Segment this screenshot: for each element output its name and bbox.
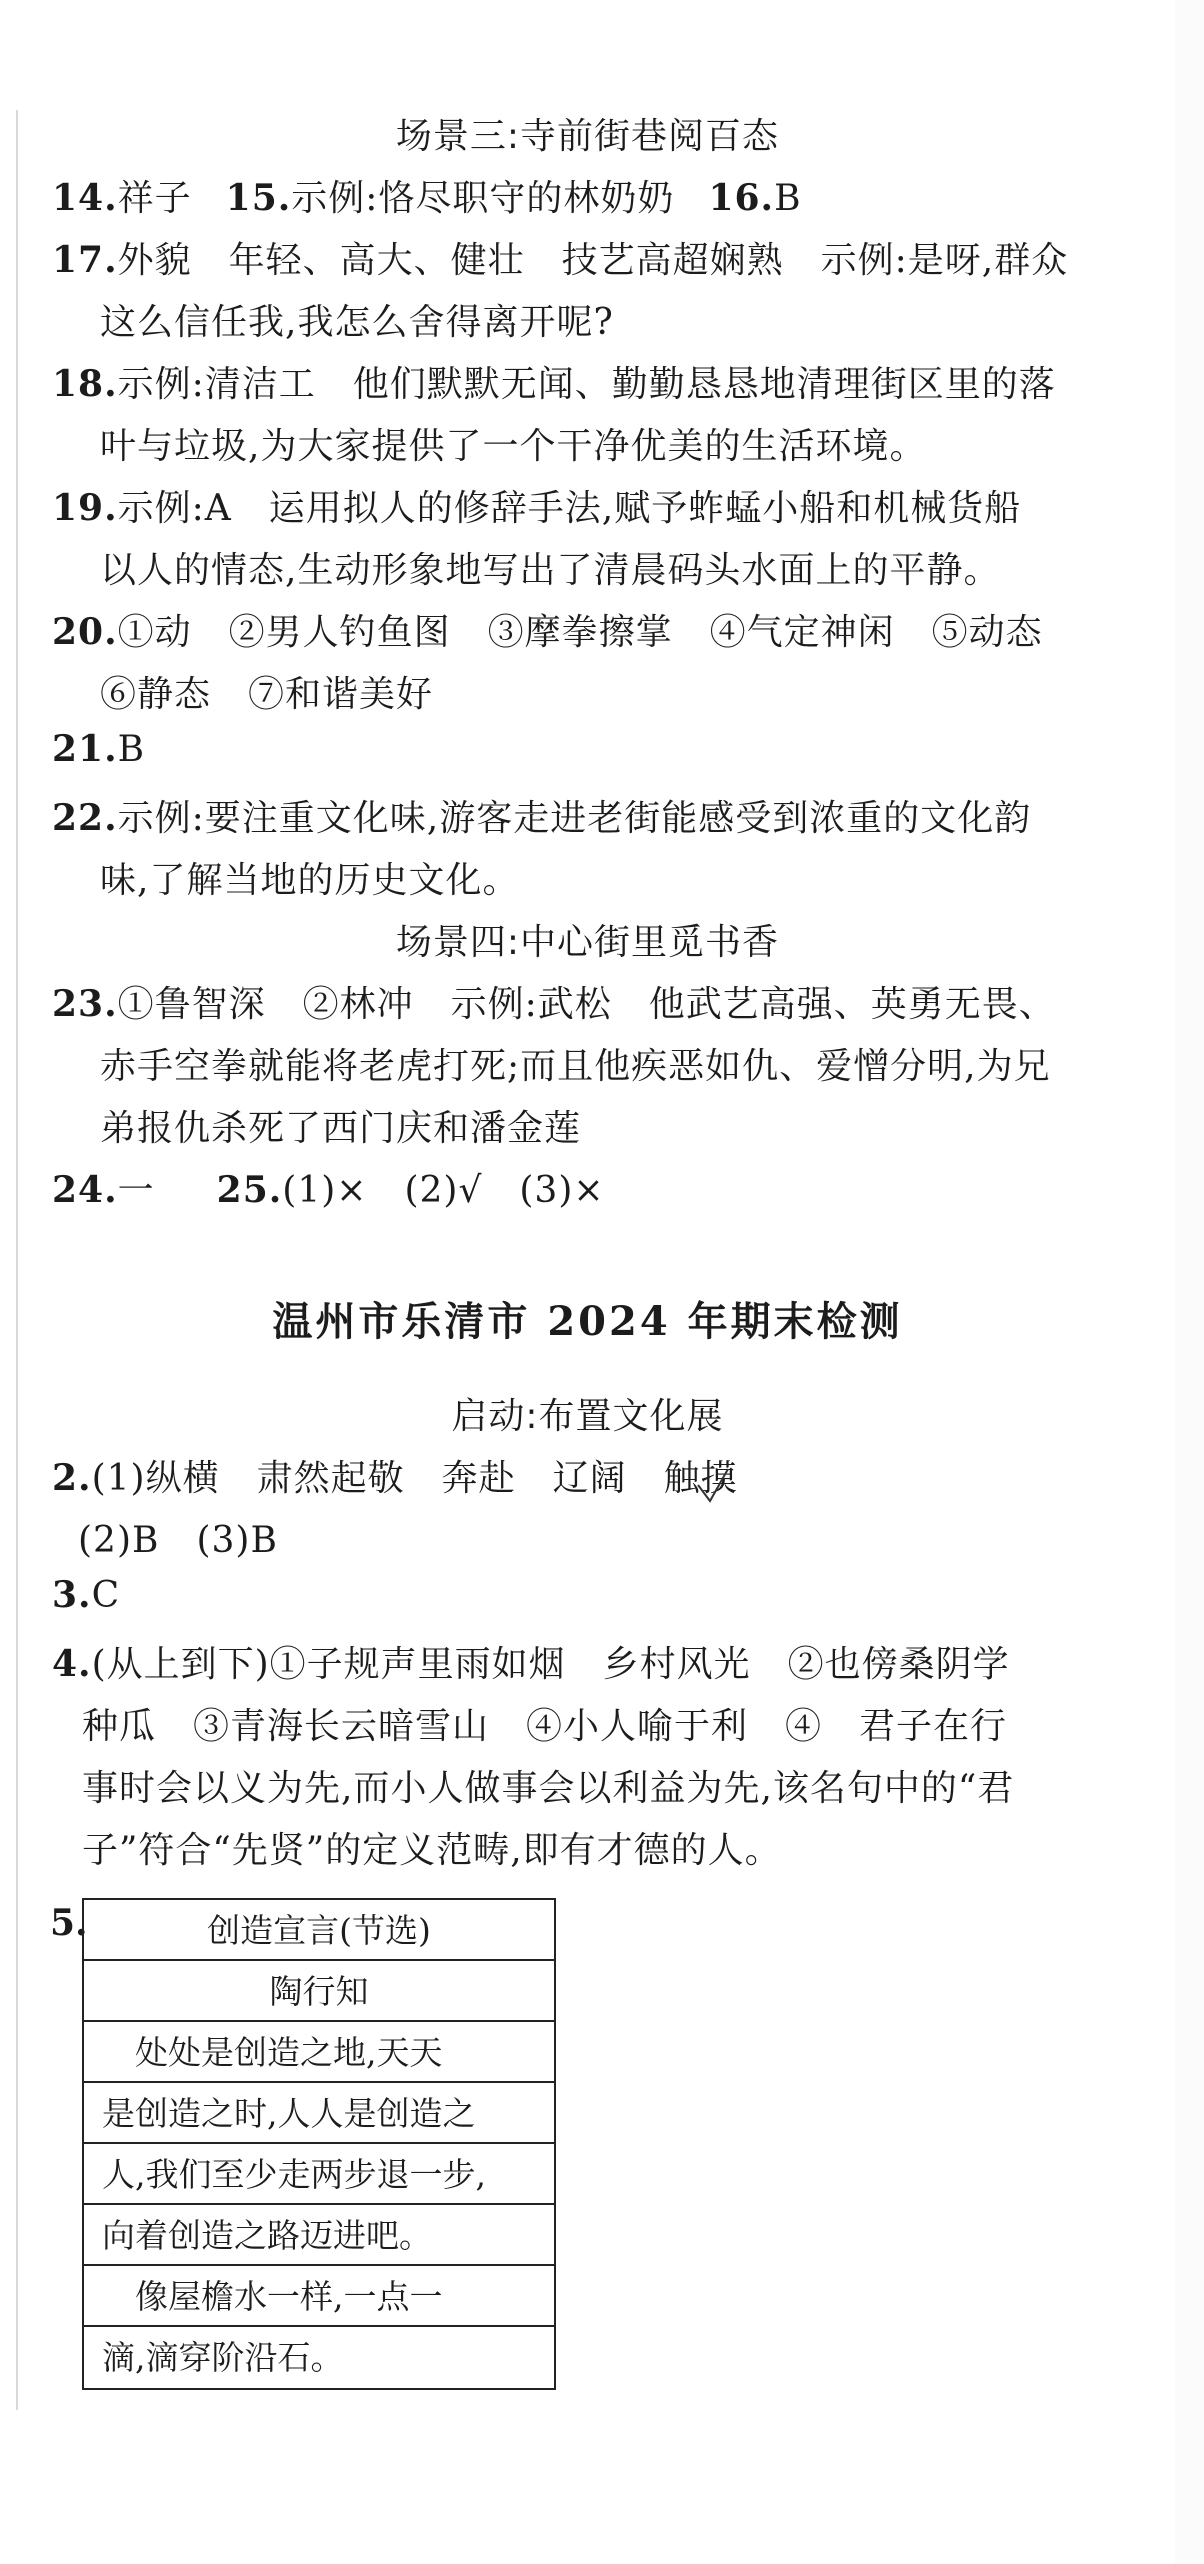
exam-heading: 启动:布置文化展: [451, 1396, 724, 1437]
scene4-heading: 场景四:中心街里觅书香: [395, 922, 780, 963]
answer-2-line1: 2.(1)纵横 肃然起敬 奔赴 辽阔 触摸: [52, 1457, 738, 1499]
answer-19-line2: 以人的情态,生动形象地写出了清晨码头水面上的平静。: [100, 550, 1001, 591]
answer-20-line1: 20.①动 ②男人钓鱼图 ③摩拳擦掌 ④气定神闲 ⑤动态: [52, 611, 1043, 653]
table-row: 像屋檐水一样,一点一: [84, 2266, 554, 2327]
table-row: 是创造之时,人人是创造之: [84, 2083, 554, 2144]
table-row: 人,我们至少走两步退一步,: [84, 2144, 554, 2205]
scene3-heading: 场景三:寺前街巷阅百态: [395, 116, 780, 157]
answer-17-line1: 17.外貌 年轻、高大、健壮 技艺高超娴熟 示例:是呀,群众: [52, 239, 1069, 281]
answer-23-line2: 赤手空拳就能将老虎打死;而且他疾恶如仇、爱憎分明,为兄: [100, 1046, 1051, 1087]
answer-19-line1: 19.示例:A 运用拟人的修辞手法,赋予蚱蜢小船和机械货船: [52, 487, 1022, 529]
answer-20-line2: ⑥静态 ⑦和谐美好: [100, 674, 434, 715]
answer-4-line2: 种瓜 ③青海长云暗雪山 ④小人喻于利 ④ 君子在行: [82, 1706, 1008, 1747]
answer-4-line3: 事时会以义为先,而小人做事会以利益为先,该名句中的“君: [82, 1768, 1015, 1809]
answer-2-line2: (2)B (3)B: [78, 1520, 278, 1561]
answer-14-16: 14.祥子 15.示例:恪尽职守的林奶奶 16.B: [52, 177, 802, 219]
table-row: 向着创造之路迈进吧。: [84, 2205, 554, 2266]
answer-3: 3.C: [52, 1574, 121, 1616]
answer-17-line2: 这么信任我,我怎么舍得离开呢?: [100, 302, 614, 343]
exam-title: 温州市乐清市 2024 年期末检测: [272, 1298, 903, 1345]
answer-23-line1: 23.①鲁智深 ②林冲 示例:武松 他武艺高强、英勇无畏、: [52, 983, 1056, 1025]
answer-21: 21.B: [52, 728, 146, 770]
answer-22-line1: 22.示例:要注重文化味,游客走进老街能感受到浓重的文化韵: [52, 797, 1032, 839]
table-row: 创造宣言(节选): [84, 1900, 554, 1961]
answer-18-line2: 叶与垃圾,为大家提供了一个干净优美的生活环境。: [100, 426, 927, 467]
answer-22-line2: 味,了解当地的历史文化。: [100, 860, 520, 901]
page-fold-line: [16, 110, 18, 2410]
answer-24-25: 24.一 25.(1)× (2)√ (3)×: [52, 1169, 605, 1211]
table-row: 处处是创造之地,天天: [84, 2022, 554, 2083]
calligraphy-grid-table: [82, 1898, 556, 2390]
answer-23-line3: 弟报仇杀死了西门庆和潘金莲: [100, 1108, 582, 1149]
answer-4-line4: 子”符合“先贤”的定义范畴,即有才德的人。: [82, 1830, 782, 1871]
handwritten-check-icon: [696, 1465, 730, 1505]
answer-18-line1: 18.示例:清洁工 他们默默无闻、勤勤恳恳地清理街区里的落: [52, 363, 1056, 405]
table-row: 陶行知: [84, 1961, 554, 2022]
table-row: 滴,滴穿阶沿石。: [102, 2338, 344, 2377]
answer-4-line1: 4.(从上到下)①子规声里雨如烟 乡村风光 ②也傍桑阴学: [52, 1643, 1010, 1685]
answer-5-number: 5.: [50, 1902, 88, 1944]
